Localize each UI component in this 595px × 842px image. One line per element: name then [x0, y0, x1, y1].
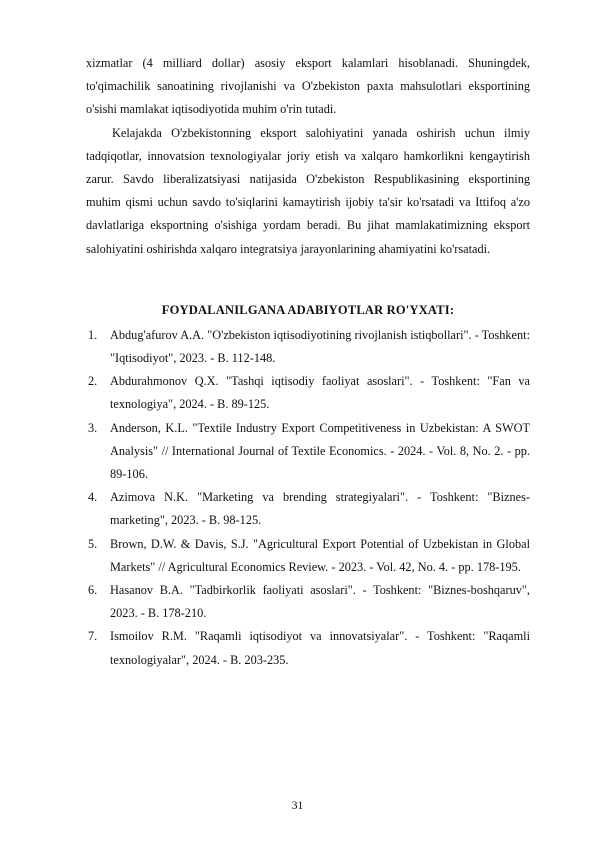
references-list — [86, 324, 530, 672]
reference-text: Brown, D.W. & Davis, S.J. "Agricultural Export Potential of Uzbekistan in Global Markets" // Agricultural Economics Review. - 2023. - Vol. 42, No. 4. - pp. 178-195. — [110, 536, 530, 574]
reference-text: Anderson, K.L. "Textile Industry Export Competitiveness in Uzbekistan: A SWOT Analysis" // International Journal of Textile Economics. - 2024. - Vol. 8, No. 2. - pp. 89-106. — [110, 420, 530, 482]
reference-text: Abdug'afurov A.A. "O'zbekiston iqtisodiyotining rivojlanish istiqbollari". - Toshkent: "Iqtisodiyot", 2023. - B. 112-148. — [110, 327, 530, 366]
reference-number: 7. — [88, 629, 98, 644]
page-number: 31 — [291, 800, 304, 812]
reference-item — [86, 579, 530, 625]
reference-text: Hasanov B.A. "Tadbirkorlik faoliyati asoslari". - Toshkent: "Biznes-boshqaruv", 2023. - B. 178-210. — [110, 583, 530, 621]
reference-text: Azimova N.K. "Marketing va brending strategiyalari". - Toshkent: "Biznes-marketing", 2023. - B. 98-125. — [110, 490, 530, 528]
section-gap — [86, 261, 530, 299]
reference-item — [86, 533, 530, 579]
reference-item — [86, 370, 530, 416]
reference-number: 1. — [88, 327, 98, 342]
reference-number: 4. — [88, 490, 98, 505]
reference-number: 5. — [88, 536, 98, 551]
reference-item — [86, 417, 530, 487]
reference-number: 2. — [88, 374, 98, 389]
reference-number: 3. — [88, 420, 98, 435]
reference-item — [86, 625, 530, 671]
reference-item — [86, 324, 530, 370]
references-title: FOYDALANILGANA ADABIYOTLAR RO'YXATI: — [161, 302, 455, 317]
body-paragraph-1: xizmatlar (4 milliard dollar) asosiy eksport kalamlari hisoblanadi. Shuningdek, to'qimachilik sanoatining rivojlanishi va O'zbekiston paxta mahsulotlari eksportining o'sishi mamlakat iqtisodiyotida muhim o'rin tutadi. — [86, 56, 530, 117]
reference-text: Ismoilov R.M. "Raqamli iqtisodiyot va innovatsiyalar". - Toshkent: "Raqamli texnologiyalar", 2024. - B. 203-235. — [110, 629, 530, 667]
reference-item — [86, 486, 530, 532]
reference-number: 6. — [88, 583, 98, 598]
body-paragraph-2: Kelajakda O'zbekistonning eksport salohiyatini yanada oshirish uchun ilmiy tadqiqotlar, innovatsion texnologiyalar joriy etish va xalqaro hamkorlikni kengaytirish zarur. Savdo liberalizatsiyasi natijasida O'zbekiston Respublikasining eksportining muhim qismi uchun savdo to'siqlarini kamaytirish ijobiy ta'sir ko'rsatadi va Ittifoq a'zo davlatlariga eksportning o'sishiga yordam beradi. Bu jihat mamlakatimizning eksport salohiyatini oshirishda xalqaro integratsiya jarayonlarining ahamiyatini ko'rsatadi. — [86, 125, 530, 256]
reference-text: Abdurahmonov Q.X. "Tashqi iqtisodiy faoliyat asoslari". - Toshkent: "Fan va texnologiya", 2024. - B. 89-125. — [110, 374, 530, 412]
page-content — [86, 52, 530, 672]
